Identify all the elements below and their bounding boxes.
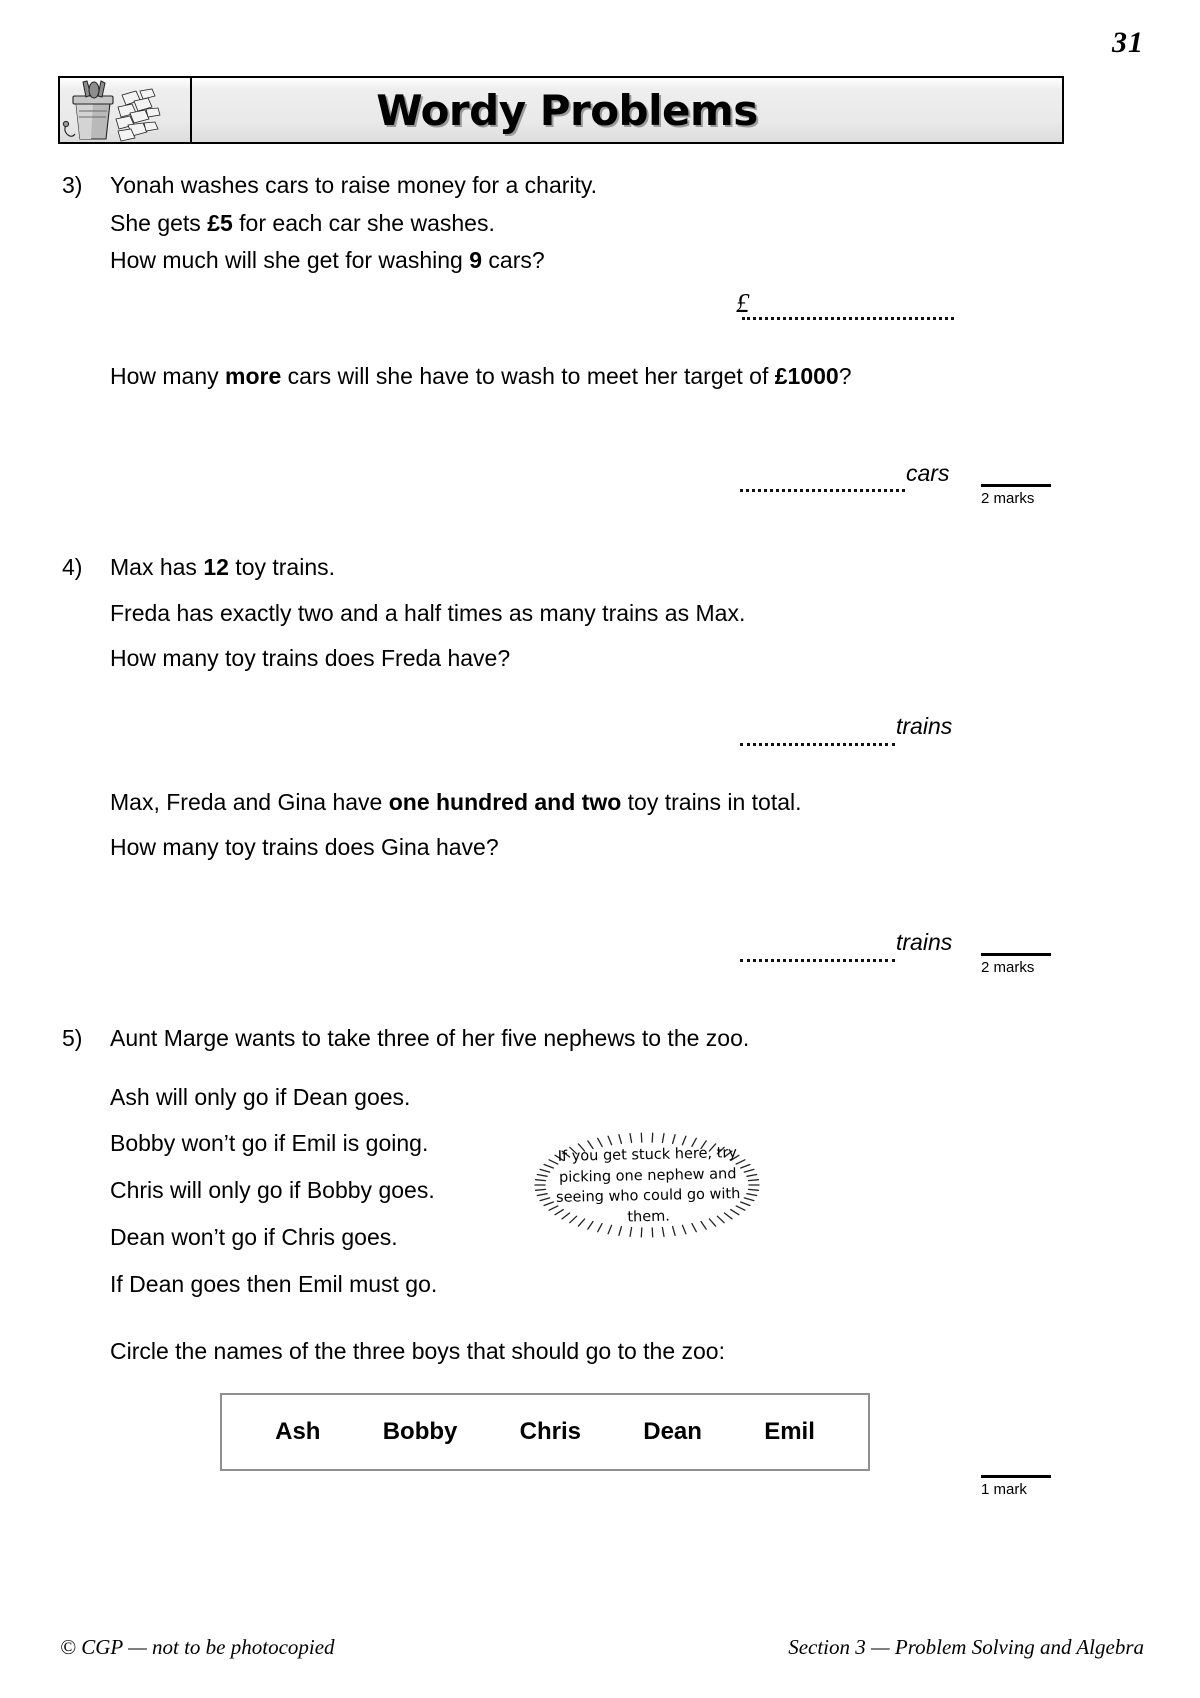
- question-3-answer-2-line[interactable]: [740, 486, 905, 492]
- question-3-answer-2-unit: cars: [906, 460, 950, 486]
- question-4-line-2: Freda has exactly two and a half times as many trains as Max.: [110, 600, 746, 626]
- question-5-condition-5: If Dean goes then Emil must go.: [110, 1271, 438, 1297]
- question-5-condition-2: Bobby won’t go if Emil is going.: [110, 1130, 429, 1156]
- question-3-line-2: She gets £5 for each car she washes.: [110, 210, 495, 236]
- question-4-answer-1-unit: trains: [896, 713, 953, 739]
- name-option-chris[interactable]: Chris: [519, 1418, 581, 1445]
- names-answer-box[interactable]: [220, 1393, 870, 1471]
- question-5-condition-4: Dean won’t go if Chris goes.: [110, 1224, 398, 1250]
- question-3-sub-prompt: How many more cars will she have to wash to meet her target of £1000?: [110, 363, 852, 389]
- name-option-ash[interactable]: Ash: [275, 1418, 321, 1445]
- question-3-line-3: How much will she get for washing 9 cars?: [110, 247, 545, 273]
- money-bin-cash-illustration: [60, 77, 190, 143]
- footer-section: Section 3 — Problem Solving and Algebra: [788, 1635, 1144, 1659]
- question-4-answer-2-unit: trains: [896, 929, 953, 955]
- question-3-answer-1-currency: £: [736, 288, 750, 318]
- marks-label: 1 mark: [981, 1481, 1027, 1498]
- question-3-marks: [981, 484, 1051, 507]
- question-3-number: 3): [62, 172, 83, 198]
- hint-text: If you get stuck here, try picking one nephew and seeing who could go with them.: [555, 1145, 741, 1226]
- section-title: Wordy Problems: [376, 85, 758, 135]
- question-5-line-1: Aunt Marge wants to take three of her five nephews to the zoo.: [110, 1025, 750, 1051]
- footer-copyright: © CGP — not to be photocopied: [60, 1635, 335, 1659]
- question-4-sub-line-2: How many toy trains does Gina have?: [110, 834, 499, 860]
- question-3-answer-1-line[interactable]: [742, 314, 954, 320]
- question-5-condition-3: Chris will only go if Bobby goes.: [110, 1177, 435, 1203]
- hint-bubble: [527, 1126, 767, 1244]
- question-3-line-1: Yonah washes cars to raise money for a charity.: [110, 172, 598, 198]
- question-4-line-3: How many toy trains does Freda have?: [110, 645, 511, 671]
- page-number: 31: [1112, 26, 1144, 59]
- question-4-sub-line-1: Max, Freda and Gina have one hundred and two toy trains in total.: [110, 789, 802, 815]
- question-5-instruction: Circle the names of the three boys that should go to the zoo:: [110, 1338, 725, 1364]
- question-5-condition-1: Ash will only go if Dean goes.: [110, 1084, 411, 1110]
- name-option-bobby[interactable]: Bobby: [382, 1418, 458, 1445]
- question-4-number: 4): [62, 554, 83, 580]
- question-4-answer-2-line[interactable]: [740, 956, 895, 962]
- question-5-marks: [981, 1475, 1051, 1498]
- question-4-marks: [981, 953, 1051, 976]
- name-option-dean[interactable]: Dean: [643, 1418, 702, 1445]
- marks-label: 2 marks: [981, 490, 1035, 507]
- question-5-number: 5): [62, 1025, 83, 1051]
- marks-label: 2 marks: [981, 959, 1035, 976]
- section-title-banner: [58, 76, 1064, 144]
- question-4-line-1: Max has 12 toy trains.: [110, 554, 336, 580]
- question-4-answer-1-line[interactable]: [740, 740, 895, 746]
- name-option-emil[interactable]: Emil: [764, 1418, 815, 1445]
- money-bin-cash-icon: [60, 77, 192, 143]
